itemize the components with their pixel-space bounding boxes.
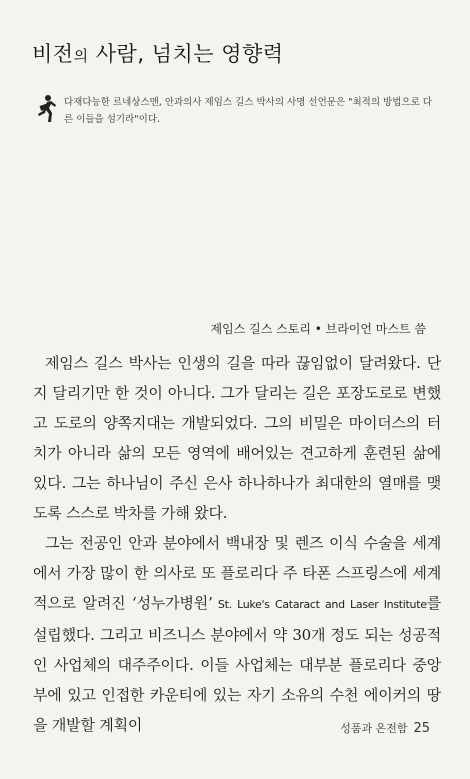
intro-text: 다재다능한 르네상스맨, 안과의사 제임스 길스 박사의 사명 선언문은 "최적의 방법으로 다른 이들을 섬기라"이다. [64, 97, 432, 125]
page-title [32, 38, 284, 68]
intro-block [34, 94, 434, 134]
byline: 제임스 길스 스토리 • 브라이언 마스트 씀 [210, 322, 426, 336]
paragraph-1: 제임스 길스 박사는 인생의 길을 따라 끊임없이 달려왔다. 단지 달리기만 한 것이 아니다. 그가 달리는 길은 포장도로로 변했고 도로의 양쪽지대는 개발되었다. 그의 비밀은 마이더스의 터치가 아니라 삶의 모든 영역에 배어있는 견고하게 훈련된 삶에 있다. 그는 하나님이 주신 은사 하나하나가 최대한의 열매를 맺도록 스스로 박차를 가해 왔다. [33, 354, 441, 522]
paragraph-2-end: 를 설립했다. 그리고 비즈니스 분야에서 약 30개 정도 되는 성공적인 사업체의 대주주이다. 이들 사업체는 대부분 플로리다 중앙부에 있고 인접한 카운티에 있는 자기 소유의 수천 에이커의 땅을 개발할 계획이 [33, 594, 441, 734]
page-number: 25 [413, 721, 430, 736]
institute-english-name: St. Luke's Cataract and Laser Institute [212, 598, 427, 611]
footer-section-title: 성품과 온전함 [340, 722, 408, 735]
title-part-3: 사람, 넘치는 영향력 [88, 42, 284, 66]
running-man-icon [34, 94, 58, 124]
title-part-1: 비전 [32, 42, 74, 66]
paragraph-2-start: 그는 전공인 안과 분야에서 백내장 및 렌즈 이식 수술을 세계에서 가장 많이 한 의사로 또 플로리다 주 타폰 스프링스에 세계적으로 알려진 ‘성누가병원’ [33, 534, 441, 612]
page-footer [340, 720, 430, 736]
body-text [33, 348, 441, 740]
paragraph-2 [33, 528, 441, 740]
title-part-2: 의 [73, 47, 89, 65]
